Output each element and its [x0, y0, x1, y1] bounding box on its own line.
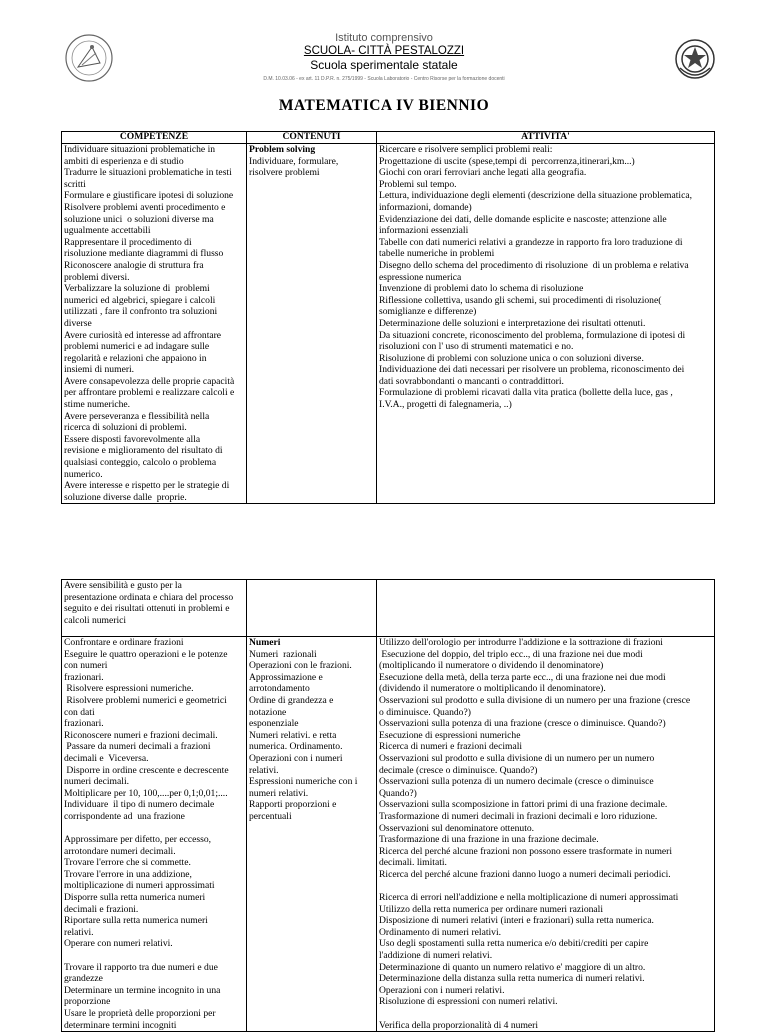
- text-line: grandezze: [64, 973, 103, 985]
- text-line: Problemi sul tempo.: [379, 178, 457, 190]
- text-line: corrispondente ad una frazione: [64, 810, 185, 822]
- text-line: Riconoscere numeri e frazioni decimali.: [64, 729, 218, 741]
- text-line: informazioni essenziali: [379, 225, 469, 237]
- curriculum-table-2: [61, 579, 715, 1032]
- text-line: Risolvere problemi numerici e geometrici: [64, 694, 227, 706]
- text-line: arrotondare numeri decimali.: [64, 845, 176, 857]
- contenuti-cell: [247, 637, 377, 1032]
- header-attivita: ATTIVITA': [377, 132, 715, 144]
- text-line: Avere interesse e rispetto per le strategie di: [64, 480, 230, 492]
- attivita-cell: [377, 637, 715, 1032]
- text-line: proporzione: [64, 996, 111, 1008]
- text-line: stime numeriche.: [64, 399, 131, 411]
- text-line: risolvere problemi: [249, 167, 320, 179]
- text-line: Ricerca del perché alcune frazioni danno luogo a numeri decimali periodici.: [379, 868, 671, 880]
- text-line: per affrontare problemi e realizzare calcoli e: [64, 387, 235, 399]
- text-line: Individuazione dei dati necessari per risolvere un problema, riconoscimento dei: [379, 364, 685, 376]
- text-line: Trovare l'errore in una addizione,: [64, 868, 192, 880]
- text-line: Ricercare e risolvere semplici problemi reali:: [379, 144, 553, 155]
- school-subtitle: Scuola sperimentale statale: [310, 58, 458, 72]
- text-line: o diminuisce. Quando?): [379, 706, 471, 718]
- text-line: Ordine di grandezza e: [249, 694, 334, 706]
- text-line: Ricerca di errori nell'addizione e nella moltiplicazione di numeri approssimati: [379, 892, 679, 904]
- text-line: qualsiasi conteggio, calcolo o problema: [64, 457, 217, 469]
- text-line: decimali. limitati.: [379, 857, 447, 869]
- text-line: ugualmente accettabili: [64, 225, 151, 237]
- text-line: utilizzati , fare il confronto tra soluzioni: [64, 306, 218, 318]
- text-line: revisione e miglioramento del risultato di: [64, 445, 223, 457]
- competenze-cell: [62, 637, 247, 1032]
- text-line: [379, 1008, 712, 1020]
- text-line: Trovare l'errore che si commette.: [64, 857, 191, 869]
- text-line: Osservazioni sulla potenza di una frazione (cresce o diminuisce. Quando?): [379, 718, 666, 730]
- text-line: dati sovrabbondanti o mancanti o contraddittori.: [379, 375, 564, 387]
- text-line: arrotondamento: [249, 683, 310, 695]
- text-line: Avere curiosità ed interesse ad affrontare: [64, 329, 222, 341]
- text-line: Eseguire le quattro operazioni e le potenze: [64, 648, 228, 660]
- text-line: Osservazioni sul denominatore ottenuto.: [379, 822, 535, 834]
- text-line: Esecuzione della metà, della terza parte ecc.., di una frazione nei due modi: [379, 671, 666, 683]
- text-line: Trasformazione di numeri decimali in frazioni decimali e loro riduzione.: [379, 810, 658, 822]
- text-line: soluzione diverse dalle proprie.: [64, 491, 187, 503]
- text-line: Individuare, formulare,: [249, 155, 339, 167]
- text-line: Ricerca del perché alcune frazioni non possono essere trasformate in numeri: [379, 845, 673, 857]
- text-line: Passare da numeri decimali a frazioni: [64, 741, 211, 753]
- text-line: problemi numerici e ad indagare sulle: [64, 341, 210, 353]
- text-line: Invenzione di problemi dato lo schema di risoluzione: [379, 283, 584, 295]
- text-line: Determinazione di quanto un numero relativo e' maggiore di un altro.: [379, 961, 646, 973]
- text-line: Operazioni con le frazioni.: [249, 660, 352, 672]
- text-line: frazionari.: [64, 718, 104, 730]
- text-line: Riportare sulla retta numerica numeri: [64, 915, 208, 927]
- text-line: scritti: [64, 178, 86, 190]
- text-line: Individuare situazioni problematiche in: [64, 144, 216, 155]
- text-line: Ricerca di numeri e frazioni decimali: [379, 741, 523, 753]
- text-line: relativi.: [249, 764, 279, 776]
- text-line: Evidenziazione dei dati, delle domande esplicite e nascoste; attenzione alle: [379, 213, 667, 225]
- text-line: moltiplicazione di numeri approssimati: [64, 880, 215, 892]
- text-line: Operazioni con i numeri relativi.: [379, 984, 505, 996]
- text-line: Verbalizzare la soluzione di problemi: [64, 283, 210, 295]
- text-line: seguito e dei risultati ottenuti in problemi e: [64, 603, 230, 615]
- text-line: Tradurre le situazioni problematiche in testi: [64, 167, 232, 179]
- text-line: Giochi con orari ferroviari anche legati alla geografia.: [379, 167, 587, 179]
- text-line: somiglianze e differenze): [379, 306, 477, 318]
- text-line: Osservazioni sulla scomposizione in fattori primi di una frazione decimale.: [379, 799, 668, 811]
- text-line: Numeri razionali: [249, 648, 317, 660]
- text-line: frazionari.: [64, 671, 104, 683]
- text-line: Trasformazione di una frazione in una frazione decimale.: [379, 834, 599, 846]
- text-line: Approssimare per difetto, per eccesso,: [64, 834, 212, 846]
- text-line: Osservazioni sul prodotto e sulla divisione di un numero per un numero: [379, 752, 655, 764]
- text-line: (moltiplicando il numeratore o dividendo il denominatore): [379, 660, 604, 672]
- text-line: percentuali: [249, 810, 292, 822]
- text-line: risoluzione mediante diagrammi di flusso: [64, 248, 224, 260]
- text-line: numeri decimali.: [64, 776, 130, 788]
- text-line: Numeri relativi. e retta: [249, 729, 337, 741]
- attivita-cell: [377, 144, 715, 504]
- contenuti-heading: Problem solving: [249, 144, 316, 155]
- text-line: Riconoscere analogie di struttura fra: [64, 259, 204, 271]
- text-line: Rappresentare il procedimento di: [64, 236, 192, 248]
- header-competenze: COMPETENZE: [62, 132, 247, 144]
- text-line: Tabelle con dati numerici relativi a grandezze in rapporto fra loro traduzione di: [379, 236, 683, 248]
- institute-label: Istituto comprensivo: [335, 32, 433, 44]
- text-line: tabelle numeriche in problemi: [379, 248, 495, 260]
- text-line: regolarità e relazioni che appaiono in: [64, 352, 207, 364]
- text-line: Formulare e giustificare ipotesi di soluzione: [64, 190, 234, 202]
- text-line: l'addizione di numeri relativi.: [379, 950, 493, 962]
- text-line: determinare termini incogniti: [64, 1019, 177, 1031]
- text-line: decimale (cresce o diminuisce. Quando?): [379, 764, 538, 776]
- text-line: Formulazione di problemi ricavati dalla vita pratica (bollette della luce, gas ,: [379, 387, 673, 399]
- text-line: informazioni, domande): [379, 201, 472, 213]
- text-line: soluzione unici o soluzioni diverse ma: [64, 213, 214, 225]
- text-line: ricerca di soluzioni di problemi.: [64, 422, 187, 434]
- text-line: calcoli numerici: [64, 614, 127, 626]
- text-line: Disposizione di numeri relativi (interi e frazionari) sulla retta numerica.: [379, 915, 654, 927]
- text-line: espressione numerica: [379, 271, 462, 283]
- text-line: Uso degli spostamenti sulla retta numerica e/o debiti/crediti per capire: [379, 938, 649, 950]
- text-line: insiemi di numeri.: [64, 364, 135, 376]
- curriculum-table-1: [61, 131, 715, 504]
- text-line: Avere perseveranza e flessibilità nella: [64, 410, 210, 422]
- text-line: [64, 823, 244, 835]
- text-line: Risolvere espressioni numeriche.: [64, 683, 194, 695]
- attivita-cell-empty: [377, 580, 715, 637]
- competenze-cell: [62, 580, 247, 637]
- text-line: I.V.A., progetti di falegnameria, ..): [379, 399, 512, 411]
- text-line: con numeri: [64, 660, 108, 672]
- text-line: relativi.: [64, 926, 94, 938]
- text-line: Operare con numeri relativi.: [64, 938, 173, 950]
- text-line: Approssimazione e: [249, 671, 323, 683]
- contenuti-cell-empty: [247, 580, 377, 637]
- text-line: Essere disposti favorevolmente alla: [64, 433, 201, 445]
- text-line: risoluzioni con l' uso di strumenti matematici e no.: [379, 341, 574, 353]
- text-line: Disporre in ordine crescente e decrescente: [64, 764, 229, 776]
- text-line: Moltiplicare per 10, 100,....per 0,1;0,01;....: [64, 787, 228, 799]
- text-line: decimali e Viceversa.: [64, 752, 149, 764]
- text-line: presentazione ordinata e chiara del processo: [64, 591, 234, 603]
- text-line: Verifica della proporzionalità di 4 numeri: [379, 1019, 539, 1031]
- text-line: Rapporti proporzioni e: [249, 799, 337, 811]
- text-line: numeri relativi.: [249, 787, 309, 799]
- text-line: Ordinamento di numeri relativi.: [379, 926, 502, 938]
- text-line: numerici ed algebrici, spiegare i calcoli: [64, 294, 216, 306]
- text-line: notazione: [249, 706, 287, 718]
- text-line: Avere consapevolezza delle proprie capacità: [64, 375, 235, 387]
- text-line: Quando?): [379, 787, 417, 799]
- contenuti-heading: Numeri: [249, 637, 281, 648]
- text-line: Determinazione della distanza sulla retta numerica di numeri relativi.: [379, 973, 645, 985]
- text-line: Risoluzione di problemi con soluzione unica o con soluzioni diverse.: [379, 352, 644, 364]
- text-line: Da situazioni concrete, riconoscimento del problema, formulazione di ipotesi di: [379, 329, 686, 341]
- text-line: Individuare il tipo di numero decimale: [64, 799, 215, 811]
- text-line: Lettura, individuazione degli elementi (descrizione della situazione problematica,: [379, 190, 693, 202]
- text-line: ambiti di esperienza e di studio: [64, 155, 184, 167]
- text-line: Determinazione delle soluzioni e interpretazione dei risultati ottenuti.: [379, 317, 646, 329]
- text-line: Riflessione collettiva, usando gli schemi, sui procedimenti di risoluzione(: [379, 294, 662, 306]
- text-line: con dati: [64, 706, 95, 718]
- text-line: Progettazione di uscite (spese,tempi di percorrenza,itinerari,km...): [379, 155, 635, 167]
- page-title: MATEMATICA IV BIENNIO: [278, 97, 490, 114]
- text-line: Disegno dello schema del procedimento di risoluzione di un problema e relativa: [379, 259, 689, 271]
- text-line: numerica. Ordinamento.: [249, 741, 343, 753]
- text-line: numerico.: [64, 468, 103, 480]
- text-line: problemi diversi.: [64, 271, 130, 283]
- text-line: Operazioni con i numeri: [249, 752, 343, 764]
- competenze-cell: [62, 144, 247, 504]
- text-line: [379, 880, 712, 892]
- text-line: Avere sensibilità e gusto per la: [64, 580, 182, 591]
- contenuti-cell: [247, 144, 377, 504]
- text-line: Usare le proprietà delle proporzioni per: [64, 1008, 216, 1019]
- text-line: [64, 950, 244, 962]
- text-line: Risolvere problemi aventi procedimento e: [64, 201, 226, 213]
- school-name: SCUOLA- CITTÀ PESTALOZZI: [303, 45, 465, 57]
- text-line: Disporre sulla retta numerica numeri: [64, 892, 206, 904]
- text-line: (dividendo il numeratore o moltiplicando il denominatore).: [379, 683, 606, 695]
- text-line: Risoluzione di espressioni con numeri relativi.: [379, 996, 558, 1008]
- text-line: Confrontare e ordinare frazioni: [64, 637, 184, 648]
- text-line: esponenziale: [249, 718, 299, 730]
- text-line: decimali e frazioni.: [64, 903, 139, 915]
- text-line: Osservazioni sul prodotto e sulla divisione di un numero per una frazione (cresce: [379, 694, 691, 706]
- text-line: Utilizzo della retta numerica per ordinare numeri razionali: [379, 903, 604, 915]
- text-line: Osservazioni sulla potenza di un numero decimale (cresce o diminuisce: [379, 776, 654, 788]
- text-line: Esecuzione del doppio, del triplo ecc.., di una frazione nei due modi: [379, 648, 643, 660]
- decree-line: D.M. 10.03.06 - ex art. 11 D.P.R. n. 275/1999 - Scuola Laboratorio - Centro Risorse per la formazione docenti: [263, 76, 505, 82]
- text-line: Esecuzione di espressioni numeriche: [379, 729, 521, 741]
- header-contenuti: CONTENUTI: [247, 132, 377, 144]
- text-line: diverse: [64, 317, 92, 329]
- text-line: Determinare un termine incognito in una: [64, 984, 221, 996]
- text-line: Utilizzo dell'orologio per introdurre l'addizione e la sottrazione di frazioni: [379, 637, 663, 648]
- text-line: Trovare il rapporto tra due numeri e due: [64, 961, 218, 973]
- text-line: Espressioni numeriche con i: [249, 776, 358, 788]
